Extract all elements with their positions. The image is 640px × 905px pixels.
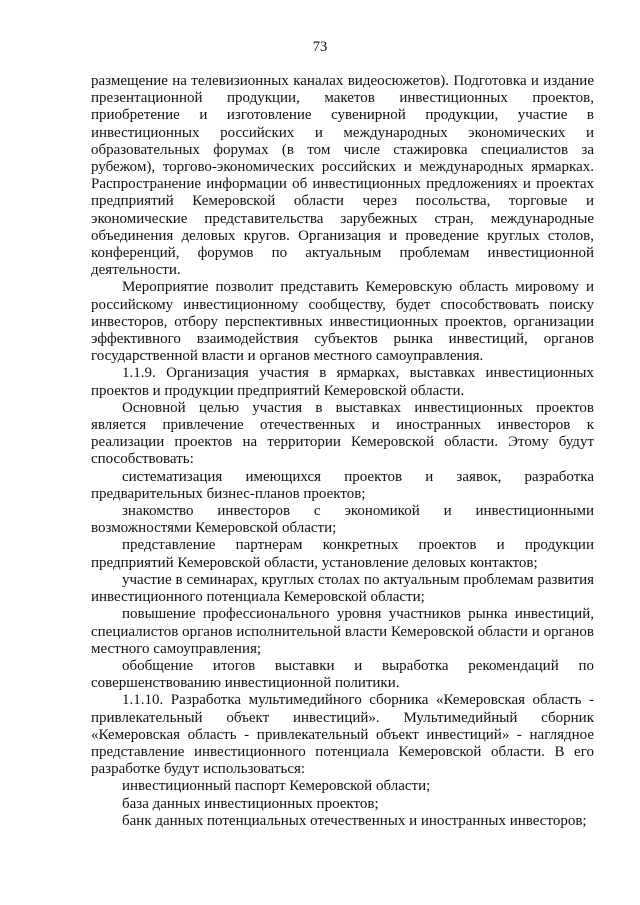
list-item: база данных инвестиционных проектов;: [122, 795, 379, 812]
list-item: участие в семинарах, круглых столах по актуальным проблемам развития инвестиционного потенциала Кемеровской области;: [91, 571, 594, 606]
list-item: знакомство инвесторов с экономикой и инвестиционными возможностями Кемеровской области;: [91, 503, 594, 537]
page-number: 73: [312, 39, 328, 55]
section-heading-1-1-10: 1.1.10. Разработка мультимедийного сборника «Кемеровская область - привлекательный объект инвестиций». Мультимедийный сборник «Кемеровская область - привлекательный объект инвестиций» - наглядное представление инвестиционного потенциала Кемеровской области. В его разработке будут использоваться:: [91, 692, 594, 778]
list-item: обобщение итогов выставки и выработка рекомендаций по совершенствованию инвестиционной политики.: [91, 657, 594, 692]
paragraph: Мероприятие позволит представить Кемеровскую область мировому и российскому инвестиционному сообществу, будет способствовать поиску инвесторов, отбору перспективных инвестиционных проектов, организации эффективного взаимодействия субъектов рынка инвестиций, органов государственной власти и органов местного самоуправления.: [91, 279, 594, 365]
list-item: банк данных потенциальных отечественных и иностранных инвесторов;: [122, 812, 587, 829]
paragraph: Основной целью участия в выставках инвестиционных проектов является привлечение отечественных и иностранных инвесторов к реализации проектов на территории Кемеровской области. Этому будут способствовать:: [91, 399, 594, 468]
body-text: [91, 73, 594, 830]
paragraph: размещение на телевизионных каналах видеосюжетов). Подготовка и издание презентационной продукции, макетов инвестиционных проектов, приобретение и изготовление сувенирной продукции, участие в инвестиционных российских и международных экономических и образовательных форумах (в том числе стажировка специалистов за рубежом), торгово-экономических российских и международных ярмарках. Распространение информации об инвестиционных предложениях и проектах предприятий Кемеровской области через посольства, торговые и экономические представительства зарубежных стран, международные объединения деловых кругов. Организация и проведение круглых столов, конференций, форумов по актуальным проблемам инвестиционной деятельности.: [91, 73, 594, 279]
list-item: повышение профессионального уровня участников рынка инвестиций, специалистов органов исполнительной власти Кемеровской области и органов местного самоуправления;: [91, 606, 594, 657]
list-item: инвестиционный паспорт Кемеровской области;: [122, 778, 431, 795]
section-heading-1-1-9: 1.1.9. Организация участия в ярмарках, выставках инвестиционных проектов и продукции предприятий Кемеровской области.: [91, 365, 594, 399]
list-item: представление партнерам конкретных проектов и продукции предприятий Кемеровской области, установление деловых контактов;: [91, 537, 594, 571]
list-item: систематизация имеющихся проектов и заявок, разработка предварительных бизнес-планов проектов;: [91, 468, 594, 502]
